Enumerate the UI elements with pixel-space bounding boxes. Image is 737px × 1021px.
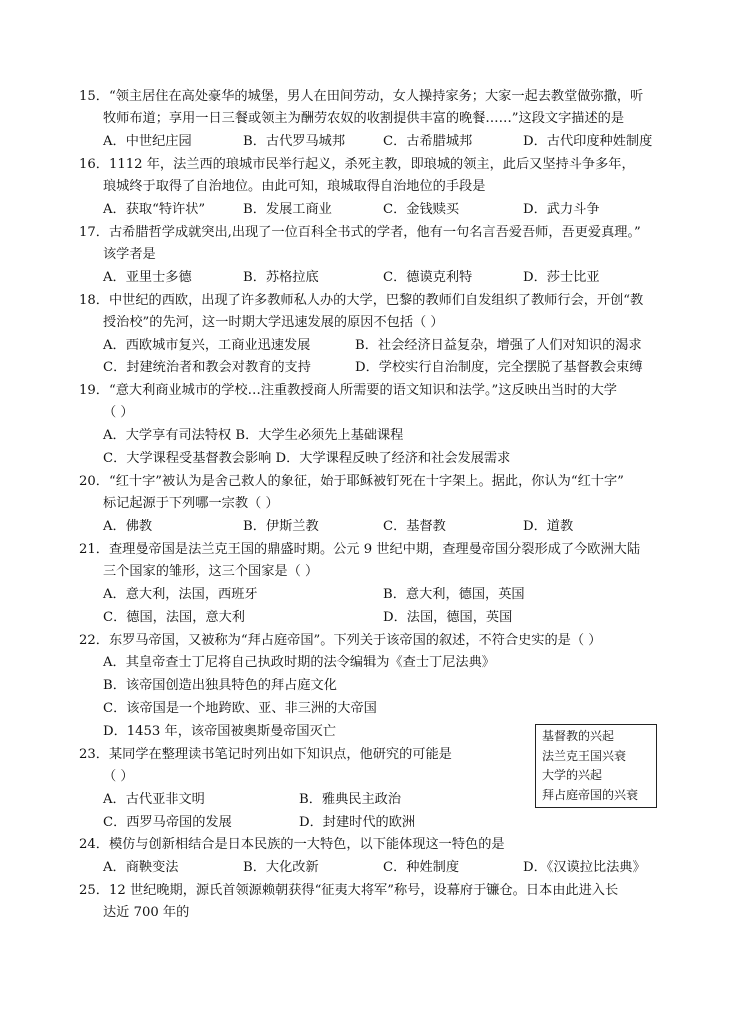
question-16-option-a[interactable]: A．获取“特许状” bbox=[103, 202, 206, 217]
question-23-option-c[interactable]: C．西罗马帝国的发展 bbox=[103, 815, 232, 830]
question-15-line-1: 15．“领主居住在高处豪华的城堡，男人在田间劳动，女人操持家务；大家一起去教堂做弥撒，听 bbox=[79, 89, 644, 104]
question-15-line-2: 牧师布道；享用一日三餐或领主为酬劳农奴的收割提供丰富的晚餐……”这段文字描述的是 bbox=[103, 111, 625, 126]
question-16-option-d[interactable]: D．武力斗争 bbox=[523, 202, 600, 217]
question-24-line-1: 24．模仿与创新相结合是日本民族的一大特色，以下能体现这一特色的是 bbox=[79, 837, 505, 852]
question-22-option-d[interactable]: D．1453 年，该帝国被奥斯曼帝国灭亡 bbox=[103, 724, 336, 739]
question-20-option-a[interactable]: A．佛教 bbox=[103, 519, 153, 534]
question-23-line-1: 23．某同学在整理读书笔记时列出如下知识点，他研究的可能是 bbox=[79, 747, 452, 762]
question-17-option-b[interactable]: B．苏格拉底 bbox=[243, 270, 319, 285]
question-19-line-1: 19．“意大利商业城市的学校…注重教授商人所需要的语文知识和法学。”这反映出当时的大学 bbox=[79, 383, 617, 398]
question-23-option-b[interactable]: B．雅典民主政治 bbox=[299, 792, 402, 807]
question-17-option-c[interactable]: C．德谟克利特 bbox=[383, 270, 473, 285]
question-24-option-d[interactable]: D．《汉谟拉比法典》 bbox=[523, 860, 646, 875]
question-21-option-c[interactable]: C．德国，法国，意大利 bbox=[103, 610, 245, 625]
question-23-line-2: （ ） bbox=[103, 769, 134, 784]
question-22-option-c[interactable]: C．该帝国是一个地跨欧、亚、非三洲的大帝国 bbox=[103, 701, 377, 716]
question-16-line-2: 琅城终于取得了自治地位。由此可知，琅城取得自治地位的手段是 bbox=[103, 179, 486, 194]
question-15-option-c[interactable]: C．古希腊城邦 bbox=[383, 134, 473, 149]
question-18-line-1: 18．中世纪的西欧，出现了许多教师私人办的大学，巴黎的教师们自发组织了教师行会，开创“教 bbox=[79, 293, 644, 308]
note-item: 拜占庭帝国的兴衰 bbox=[542, 787, 639, 802]
question-21-option-d[interactable]: D．法国，德国，英国 bbox=[383, 610, 513, 625]
note-item: 大学的兴起 bbox=[542, 768, 603, 782]
question-15-option-d[interactable]: D．古代印度种姓制度 bbox=[523, 134, 653, 149]
question-18-line-2: 授治校”的先河，这一时期大学迅速发展的原因不包括（ ） bbox=[103, 315, 444, 330]
question-18-option-b[interactable]: B．社会经济日益复杂，增强了人们对知识的渴求 bbox=[355, 338, 642, 353]
question-20-option-d[interactable]: D．道教 bbox=[523, 519, 574, 534]
question-20-option-b[interactable]: B．伊斯兰教 bbox=[243, 519, 319, 534]
question-25-line-2: 达近 700 年的 bbox=[103, 905, 190, 920]
question-16-option-c[interactable]: C．金钱赎买 bbox=[383, 202, 460, 217]
question-22-option-b[interactable]: B．该帝国创造出独具特色的拜占庭文化 bbox=[103, 678, 337, 693]
question-19-options-cd[interactable]: C．大学课程受基督教会影响 D．大学课程反映了经济和社会发展需求 bbox=[103, 451, 511, 466]
question-21-option-a[interactable]: A．意大利，法国，西班牙 bbox=[103, 587, 258, 602]
question-24-option-b[interactable]: B．大化改新 bbox=[243, 860, 319, 875]
question-15-option-a[interactable]: A．中世纪庄园 bbox=[103, 134, 192, 149]
question-16-option-b[interactable]: B．发展工商业 bbox=[243, 202, 332, 217]
question-21-line-2: 三个国家的雏形，这三个国家是（ ） bbox=[103, 564, 319, 579]
question-17-option-d[interactable]: D．莎士比亚 bbox=[523, 270, 600, 285]
question-16-line-1: 16．1112 年，法兰西的琅城市民举行起义，杀死主教，即琅城的领主，此后又坚持斗争多年， bbox=[79, 157, 635, 172]
question-24-option-c[interactable]: C．种姓制度 bbox=[383, 860, 460, 875]
note-item: 法兰克王国兴衰 bbox=[542, 748, 627, 763]
question-24-option-a[interactable]: A．商鞅变法 bbox=[103, 860, 179, 875]
question-19-line-2: （ ） bbox=[103, 405, 134, 420]
question-18-option-c[interactable]: C．封建统治者和教会对教育的支持 bbox=[103, 360, 311, 375]
question-17-option-a[interactable]: A．亚里士多德 bbox=[103, 270, 192, 285]
question-17-line-1: 17．古希腊哲学成就突出,出现了一位百科全书式的学者，他有一句名言吾爱吾师，吾更爱真理。” bbox=[79, 225, 641, 240]
question-23-option-a[interactable]: A．古代亚非文明 bbox=[103, 792, 205, 807]
question-21-line-1: 21．查理曼帝国是法兰克王国的鼎盛时期。公元 9 世纪中期，查理曼帝国分裂形成了今欧洲大陆 bbox=[79, 542, 641, 557]
question-15-option-b[interactable]: B．古代罗马城邦 bbox=[243, 134, 346, 149]
question-20-option-c[interactable]: C．基督教 bbox=[383, 519, 446, 534]
question-18-option-d[interactable]: D．学校实行自治制度，完全摆脱了基督教会束缚 bbox=[355, 360, 643, 375]
question-23-option-d[interactable]: D．封建时代的欧洲 bbox=[299, 815, 416, 830]
note-item: 基督教的兴起 bbox=[542, 729, 615, 743]
question-18-option-a[interactable]: A．西欧城市复兴，工商业迅速发展 bbox=[103, 338, 311, 353]
question-21-option-b[interactable]: B．意大利，德国，英国 bbox=[383, 587, 525, 602]
question-19-options-ab[interactable]: A．大学享有司法特权 B．大学生必须先上基础课程 bbox=[103, 428, 404, 443]
question-22-line-1: 22．东罗马帝国，又被称为“拜占庭帝国”。下列关于该帝国的叙述，不符合史实的是（ ） bbox=[79, 633, 602, 648]
question-25-line-1: 25．12 世纪晚期，源氏首领源赖朝获得“征夷大将军”称号，设幕府于镰仓。日本由此进入长 bbox=[79, 883, 619, 898]
question-17-line-2: 该学者是 bbox=[103, 247, 156, 262]
question-20-line-2: 标记起源于下列哪一宗教（ ） bbox=[103, 496, 279, 511]
study-notes-box bbox=[535, 724, 657, 808]
question-22-option-a[interactable]: A．其皇帝查士丁尼将自己执政时期的法令编辑为《查士丁尼法典》 bbox=[103, 655, 495, 670]
question-20-line-1: 20．“红十字”被认为是舍己救人的象征，始于耶稣被钉死在十字架上。据此，你认为“红十字” bbox=[79, 474, 624, 489]
